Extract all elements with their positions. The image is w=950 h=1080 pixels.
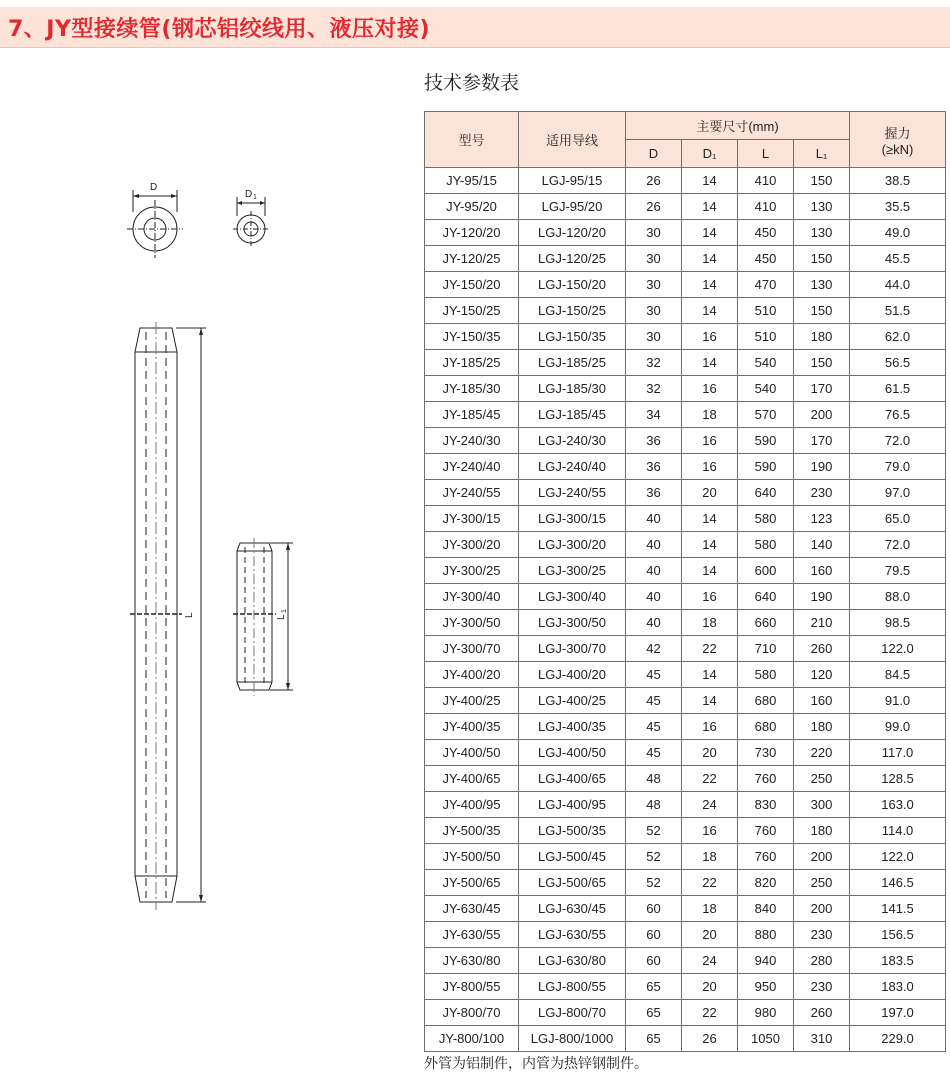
cell-d: 26 (626, 194, 682, 220)
cell-conductor: LGJ-400/95 (519, 792, 626, 818)
label-d1-subscript: 1 (253, 194, 257, 201)
cell-l: 640 (738, 480, 794, 506)
cell-d1: 16 (682, 428, 738, 454)
cell-model: JY-95/20 (425, 194, 519, 220)
cell-d1: 14 (682, 272, 738, 298)
cell-conductor: LGJ-185/25 (519, 350, 626, 376)
cell-conductor: LGJ-630/80 (519, 948, 626, 974)
cell-model: JY-150/35 (425, 324, 519, 350)
cell-conductor: LGJ-240/40 (519, 454, 626, 480)
cell-l1: 160 (794, 558, 850, 584)
table-row (425, 792, 946, 818)
cell-l1: 180 (794, 324, 850, 350)
cell-model: JY-800/70 (425, 1000, 519, 1026)
cell-d1: 14 (682, 194, 738, 220)
cell-conductor: LGJ-95/20 (519, 194, 626, 220)
cell-d1: 14 (682, 298, 738, 324)
cell-model: JY-240/30 (425, 428, 519, 454)
table-row (425, 662, 946, 688)
cell-conductor: LGJ-800/70 (519, 1000, 626, 1026)
cell-model: JY-300/25 (425, 558, 519, 584)
cell-d1: 24 (682, 792, 738, 818)
cell-d1: 18 (682, 844, 738, 870)
table-row (425, 272, 946, 298)
cell-l: 840 (738, 896, 794, 922)
cell-d: 40 (626, 532, 682, 558)
cell-grip: 88.0 (850, 584, 946, 610)
cell-l1: 130 (794, 194, 850, 220)
cell-l1: 180 (794, 714, 850, 740)
cell-l: 580 (738, 662, 794, 688)
cell-model: JY-300/50 (425, 610, 519, 636)
cell-l1: 200 (794, 844, 850, 870)
cell-model: JY-500/50 (425, 844, 519, 870)
cell-conductor: LGJ-185/45 (519, 402, 626, 428)
cell-d: 34 (626, 402, 682, 428)
table-row (425, 766, 946, 792)
cell-conductor: LGJ-150/20 (519, 272, 626, 298)
header-l: L (738, 140, 794, 168)
cell-d1: 20 (682, 922, 738, 948)
cell-d: 45 (626, 714, 682, 740)
cell-conductor: LGJ-500/45 (519, 844, 626, 870)
cell-l: 510 (738, 298, 794, 324)
cell-d: 52 (626, 844, 682, 870)
table-row (425, 948, 946, 974)
cell-d: 60 (626, 896, 682, 922)
cell-d: 30 (626, 272, 682, 298)
cell-model: JY-400/25 (425, 688, 519, 714)
cell-grip: 99.0 (850, 714, 946, 740)
cell-l: 980 (738, 1000, 794, 1026)
cell-l1: 280 (794, 948, 850, 974)
label-l1: L (276, 614, 287, 620)
cell-l1: 170 (794, 428, 850, 454)
cell-grip: 84.5 (850, 662, 946, 688)
cell-l1: 230 (794, 480, 850, 506)
cell-model: JY-400/65 (425, 766, 519, 792)
cell-grip: 114.0 (850, 818, 946, 844)
cell-conductor: LGJ-300/15 (519, 506, 626, 532)
cell-d: 32 (626, 350, 682, 376)
table-row (425, 168, 946, 194)
cell-conductor: LGJ-400/25 (519, 688, 626, 714)
cell-d: 40 (626, 584, 682, 610)
cell-d1: 14 (682, 558, 738, 584)
header-d: D (626, 140, 682, 168)
table-row (425, 818, 946, 844)
label-d1: D (245, 189, 253, 200)
cell-l1: 210 (794, 610, 850, 636)
cell-l: 730 (738, 740, 794, 766)
cell-grip: 117.0 (850, 740, 946, 766)
cell-d: 36 (626, 480, 682, 506)
cell-d: 40 (626, 610, 682, 636)
cell-d1: 22 (682, 870, 738, 896)
cell-grip: 229.0 (850, 1026, 946, 1052)
cell-l1: 200 (794, 402, 850, 428)
cell-d1: 16 (682, 818, 738, 844)
cell-grip: 156.5 (850, 922, 946, 948)
cell-l: 590 (738, 454, 794, 480)
cell-conductor: LGJ-300/40 (519, 584, 626, 610)
cell-grip: 122.0 (850, 844, 946, 870)
cell-d: 42 (626, 636, 682, 662)
cell-grip: 61.5 (850, 376, 946, 402)
cell-d: 32 (626, 376, 682, 402)
cell-conductor: LGJ-240/55 (519, 480, 626, 506)
cell-l: 820 (738, 870, 794, 896)
cell-model: JY-150/20 (425, 272, 519, 298)
cell-conductor: LGJ-240/30 (519, 428, 626, 454)
cell-d1: 22 (682, 636, 738, 662)
spec-table-body (425, 168, 946, 1052)
header-l1: L₁ (794, 140, 850, 168)
table-row (425, 870, 946, 896)
inner-tube-section-view (233, 197, 269, 247)
cell-l1: 120 (794, 662, 850, 688)
cell-l1: 250 (794, 870, 850, 896)
table-row (425, 558, 946, 584)
table-row (425, 298, 946, 324)
cell-model: JY-630/45 (425, 896, 519, 922)
cell-l1: 250 (794, 766, 850, 792)
cell-l1: 310 (794, 1026, 850, 1052)
table-row (425, 324, 946, 350)
cell-model: JY-300/70 (425, 636, 519, 662)
cell-conductor: LGJ-800/55 (519, 974, 626, 1000)
table-row (425, 220, 946, 246)
cell-grip: 146.5 (850, 870, 946, 896)
cell-l1: 300 (794, 792, 850, 818)
table-row (425, 922, 946, 948)
cell-l: 410 (738, 168, 794, 194)
cell-l1: 160 (794, 688, 850, 714)
cell-l1: 123 (794, 506, 850, 532)
table-row (425, 376, 946, 402)
cell-l1: 230 (794, 974, 850, 1000)
cell-grip: 183.5 (850, 948, 946, 974)
outer-tube-section-view (127, 190, 183, 258)
cell-l: 470 (738, 272, 794, 298)
cell-l: 880 (738, 922, 794, 948)
header-model: 型号 (425, 112, 519, 168)
table-row (425, 740, 946, 766)
cell-l: 570 (738, 402, 794, 428)
cell-l: 450 (738, 220, 794, 246)
cell-model: JY-185/45 (425, 402, 519, 428)
page-title: 7、JY型接续管(钢芯铝绞线用、液压对接) (8, 17, 431, 42)
cell-l1: 150 (794, 298, 850, 324)
cell-model: JY-400/35 (425, 714, 519, 740)
cell-grip: 45.5 (850, 246, 946, 272)
cell-l1: 140 (794, 532, 850, 558)
cell-grip: 79.0 (850, 454, 946, 480)
cell-conductor: LGJ-300/50 (519, 610, 626, 636)
cell-l: 590 (738, 428, 794, 454)
cell-model: JY-240/40 (425, 454, 519, 480)
table-caption: 技术参数表 (424, 72, 520, 94)
cell-l: 410 (738, 194, 794, 220)
cell-model: JY-400/50 (425, 740, 519, 766)
cell-l1: 230 (794, 922, 850, 948)
cell-model: JY-240/55 (425, 480, 519, 506)
cell-d1: 26 (682, 1026, 738, 1052)
cell-d1: 18 (682, 896, 738, 922)
cell-grip: 62.0 (850, 324, 946, 350)
cell-l: 680 (738, 688, 794, 714)
cell-d1: 20 (682, 480, 738, 506)
cell-grip: 91.0 (850, 688, 946, 714)
cell-d: 30 (626, 298, 682, 324)
label-l: L (184, 612, 195, 618)
table-row (425, 636, 946, 662)
cell-conductor: LGJ-300/25 (519, 558, 626, 584)
cell-model: JY-185/30 (425, 376, 519, 402)
cell-grip: 128.5 (850, 766, 946, 792)
footnote: 外管为铝制件，内管为热锌钢制件。 (424, 1056, 648, 1072)
header-d1: D₁ (682, 140, 738, 168)
cell-l1: 150 (794, 168, 850, 194)
cell-l1: 190 (794, 454, 850, 480)
cell-conductor: LGJ-185/30 (519, 376, 626, 402)
cell-conductor: LGJ-400/65 (519, 766, 626, 792)
table-row (425, 714, 946, 740)
cell-model: JY-800/100 (425, 1026, 519, 1052)
cell-conductor: LGJ-120/20 (519, 220, 626, 246)
cell-d: 65 (626, 1026, 682, 1052)
cell-grip: 65.0 (850, 506, 946, 532)
cell-grip: 141.5 (850, 896, 946, 922)
table-row (425, 402, 946, 428)
table-row (425, 844, 946, 870)
cell-l1: 220 (794, 740, 850, 766)
cell-conductor: LGJ-120/25 (519, 246, 626, 272)
cell-model: JY-630/80 (425, 948, 519, 974)
header-conductor: 适用导线 (519, 112, 626, 168)
technical-drawing (0, 0, 420, 1080)
cell-d: 45 (626, 740, 682, 766)
cell-d: 36 (626, 454, 682, 480)
cell-l: 760 (738, 766, 794, 792)
cell-d: 65 (626, 974, 682, 1000)
cell-d1: 14 (682, 350, 738, 376)
cell-d: 45 (626, 662, 682, 688)
cell-l: 540 (738, 376, 794, 402)
cell-l1: 260 (794, 636, 850, 662)
cell-d: 30 (626, 220, 682, 246)
cell-grip: 98.5 (850, 610, 946, 636)
table-row (425, 532, 946, 558)
table-row (425, 610, 946, 636)
cell-d: 30 (626, 246, 682, 272)
header-main-dimensions: 主要尺寸(mm) (626, 112, 850, 140)
cell-conductor: LGJ-500/65 (519, 870, 626, 896)
cell-l1: 200 (794, 896, 850, 922)
cell-l: 940 (738, 948, 794, 974)
cell-d: 52 (626, 870, 682, 896)
cell-conductor: LGJ-630/45 (519, 896, 626, 922)
cell-d1: 16 (682, 714, 738, 740)
cell-l: 710 (738, 636, 794, 662)
cell-conductor: LGJ-400/50 (519, 740, 626, 766)
cell-model: JY-185/25 (425, 350, 519, 376)
cell-d1: 18 (682, 402, 738, 428)
cell-d: 45 (626, 688, 682, 714)
cell-grip: 72.0 (850, 532, 946, 558)
cell-d: 60 (626, 948, 682, 974)
cell-model: JY-500/35 (425, 818, 519, 844)
cell-d: 48 (626, 766, 682, 792)
cell-l1: 150 (794, 350, 850, 376)
cell-d: 65 (626, 1000, 682, 1026)
cell-l1: 260 (794, 1000, 850, 1026)
table-row (425, 246, 946, 272)
cell-model: JY-150/25 (425, 298, 519, 324)
cell-grip: 183.0 (850, 974, 946, 1000)
cell-d1: 16 (682, 324, 738, 350)
cell-conductor: LGJ-500/35 (519, 818, 626, 844)
cell-l: 580 (738, 506, 794, 532)
cell-grip: 38.5 (850, 168, 946, 194)
table-row (425, 896, 946, 922)
cell-d: 40 (626, 506, 682, 532)
cell-l: 950 (738, 974, 794, 1000)
cell-conductor: LGJ-300/20 (519, 532, 626, 558)
cell-d1: 22 (682, 1000, 738, 1026)
cell-grip: 56.5 (850, 350, 946, 376)
cell-d1: 14 (682, 168, 738, 194)
cell-model: JY-120/25 (425, 246, 519, 272)
cell-l: 510 (738, 324, 794, 350)
header-grip-label: 握力 (884, 125, 911, 141)
cell-model: JY-630/55 (425, 922, 519, 948)
cell-d1: 14 (682, 532, 738, 558)
cell-d1: 14 (682, 688, 738, 714)
cell-conductor: LGJ-150/35 (519, 324, 626, 350)
table-row (425, 454, 946, 480)
table-row (425, 350, 946, 376)
cell-l: 450 (738, 246, 794, 272)
cell-d1: 22 (682, 766, 738, 792)
table-row (425, 506, 946, 532)
cell-l: 580 (738, 532, 794, 558)
cell-d: 60 (626, 922, 682, 948)
cell-model: JY-95/15 (425, 168, 519, 194)
cell-d: 30 (626, 324, 682, 350)
cell-l: 540 (738, 350, 794, 376)
cell-model: JY-300/20 (425, 532, 519, 558)
cell-l: 760 (738, 844, 794, 870)
cell-conductor: LGJ-300/70 (519, 636, 626, 662)
header-grip-unit: (≥kN) (881, 141, 914, 157)
cell-l1: 130 (794, 272, 850, 298)
cell-grip: 122.0 (850, 636, 946, 662)
cell-l: 1050 (738, 1026, 794, 1052)
label-d: D (150, 182, 158, 193)
cell-l: 640 (738, 584, 794, 610)
table-row (425, 1000, 946, 1026)
table-row (425, 974, 946, 1000)
cell-model: JY-120/20 (425, 220, 519, 246)
cell-d1: 24 (682, 948, 738, 974)
cell-d1: 14 (682, 220, 738, 246)
table-row (425, 688, 946, 714)
table-row (425, 194, 946, 220)
cell-d1: 20 (682, 740, 738, 766)
cell-grip: 163.0 (850, 792, 946, 818)
cell-grip: 49.0 (850, 220, 946, 246)
table-row (425, 428, 946, 454)
cell-grip: 197.0 (850, 1000, 946, 1026)
cell-l: 660 (738, 610, 794, 636)
cell-conductor: LGJ-150/25 (519, 298, 626, 324)
cell-grip: 44.0 (850, 272, 946, 298)
cell-l1: 170 (794, 376, 850, 402)
cell-d1: 16 (682, 584, 738, 610)
cell-conductor: LGJ-800/1000 (519, 1026, 626, 1052)
cell-l: 600 (738, 558, 794, 584)
cell-grip: 51.5 (850, 298, 946, 324)
cell-d: 26 (626, 168, 682, 194)
cell-conductor: LGJ-400/20 (519, 662, 626, 688)
cell-d1: 14 (682, 246, 738, 272)
cell-grip: 72.0 (850, 428, 946, 454)
cell-d1: 16 (682, 454, 738, 480)
cell-conductor: LGJ-400/35 (519, 714, 626, 740)
cell-l: 830 (738, 792, 794, 818)
cell-l1: 190 (794, 584, 850, 610)
cell-l1: 130 (794, 220, 850, 246)
cell-grip: 76.5 (850, 402, 946, 428)
cell-model: JY-300/15 (425, 506, 519, 532)
cell-l1: 150 (794, 246, 850, 272)
cell-model: JY-800/55 (425, 974, 519, 1000)
cell-grip: 35.5 (850, 194, 946, 220)
cell-model: JY-400/20 (425, 662, 519, 688)
cell-l: 680 (738, 714, 794, 740)
cell-d: 40 (626, 558, 682, 584)
cell-d: 52 (626, 818, 682, 844)
cell-conductor: LGJ-630/55 (519, 922, 626, 948)
cell-d1: 14 (682, 662, 738, 688)
label-l1-subscript: 1 (281, 609, 288, 613)
cell-d1: 14 (682, 506, 738, 532)
cell-grip: 97.0 (850, 480, 946, 506)
cell-model: JY-400/95 (425, 792, 519, 818)
cell-grip: 79.5 (850, 558, 946, 584)
table-row (425, 480, 946, 506)
cell-d: 48 (626, 792, 682, 818)
cell-conductor: LGJ-95/15 (519, 168, 626, 194)
cell-l1: 180 (794, 818, 850, 844)
cell-d1: 20 (682, 974, 738, 1000)
cell-model: JY-300/40 (425, 584, 519, 610)
table-row (425, 584, 946, 610)
cell-d: 36 (626, 428, 682, 454)
cell-model: JY-500/65 (425, 870, 519, 896)
cell-l: 760 (738, 818, 794, 844)
table-row (425, 1026, 946, 1052)
header-grip-force (850, 112, 946, 168)
cell-d1: 16 (682, 376, 738, 402)
spec-table (424, 111, 946, 1052)
cell-d1: 18 (682, 610, 738, 636)
